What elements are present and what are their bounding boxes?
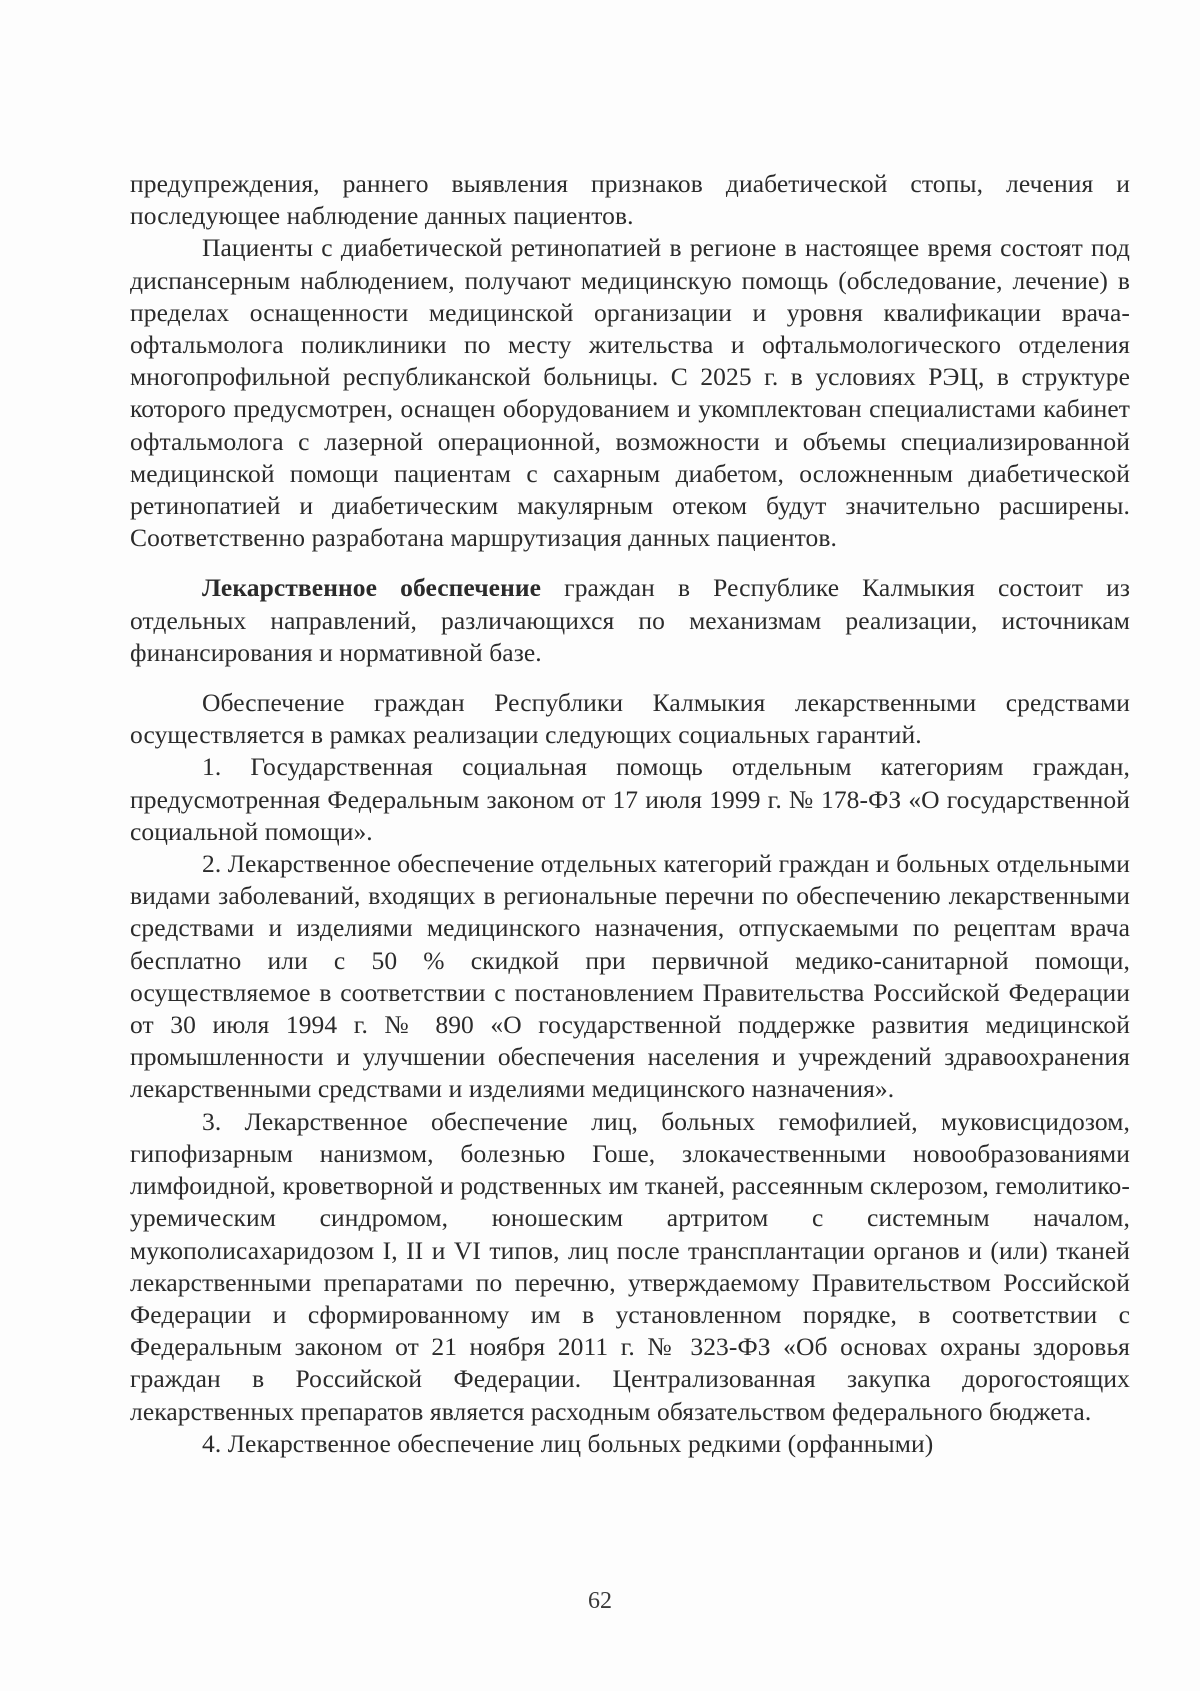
list-item-2: 2. Лекарственное обеспечение отдельных категорий граждан и больных отдельными видами заболеваний, входящих в региональные перечни по обеспечению лекарственными средствами и изделиями медицинского назначения, отпускаемыми по рецептам врача бесплатно или с 50 % скидкой при первичной медико-санитарной помощи, осуществляемое в соответствии с постановлением Правительства Российской Федерации от 30 июля 1994 г. № 890 «О государственной поддержке развития медицинской промышленности и улучшении обеспечения населения и учреждений здравоохранения лекарственными средствами и изделиями медицинского назначения». (130, 849, 1130, 1104)
page-number: 62 (588, 1588, 612, 1614)
drug-supply-heading: Лекарственное обеспечение (202, 573, 542, 603)
paragraph-diabetic-retinopathy: Пациенты с диабетической ретинопатией в регионе в настоящее время состоят под диспансерным наблюдением, получают медицинскую помощь (обследование, лечение) в пределах оснащенности медицинской организации и уровня квалификации врача-офтальмолога поликлиники по месту жительства и офтальмологического отделения многопрофильной республиканской больницы. С 2025 г. в условиях РЭЦ, в структуре которого предусмотрен, оснащен оборудованием и укомплектован специалистами кабинет офтальмолога с лазерной операционной, возможности и объемы специализированной медицинской помощи пациентам с сахарным диабетом, осложненным диабетической ретинопатией и диабетическим макулярным отеком будут значительно расширены. Соответственно разработана маршрутизация данных пациентов. (130, 233, 1130, 553)
list-item-4: 4. Лекарственное обеспечение лиц больных редкими (орфанными) (202, 1428, 934, 1458)
list-item-3: 3. Лекарственное обеспечение лиц, больных гемофилией, муковисцидозом, гипофизарным нанизмом, болезнью Гоше, злокачественными новообразованиями лимфоидной, кроветворной и родственных им тканей, рассеянным склерозом, гемолитико-уремическим синдромом, юношеским артритом с системным началом, мукополисахаридозом I, II и VI типов, лиц после трансплантации органов и (или) тканей лекарственными препаратами по перечню, утверждаемому Правительством Российской Федерации и сформированному им в установленном порядке, в соответствии с Федеральным законом от 21 ноября 2011 г. № 323-ФЗ «Об основах охраны здоровья граждан в Российской Федерации. Централизованная закупка дорогостоящих лекарственных препаратов является расходным обязательством федерального бюджета. (130, 1106, 1130, 1426)
drug-supply-text: граждан в Республике Калмыкия состоит из отдельных направлений, различающихся по механизмам реализации, источникам финансирования и нормативной базе. (130, 573, 1130, 667)
paragraph-drug-supply-intro (130, 572, 1130, 669)
paragraph-social-guarantees: Обеспечение граждан Республики Калмыкия лекарственными средствами осуществляется в рамках реализации следующих социальных гарантий. (130, 688, 1130, 750)
list-item-1: 1. Государственная социальная помощь отдельным категориям граждан, предусмотренная Федеральным законом от 17 июля 1999 г. № 178-ФЗ «О государственной социальной помощи». (130, 752, 1130, 846)
paragraph-diabetic-foot-continuation: предупреждения, раннего выявления признаков диабетической стопы, лечения и последующее наблюдение данных пациентов. (130, 169, 1130, 231)
document-body (130, 168, 1130, 1460)
